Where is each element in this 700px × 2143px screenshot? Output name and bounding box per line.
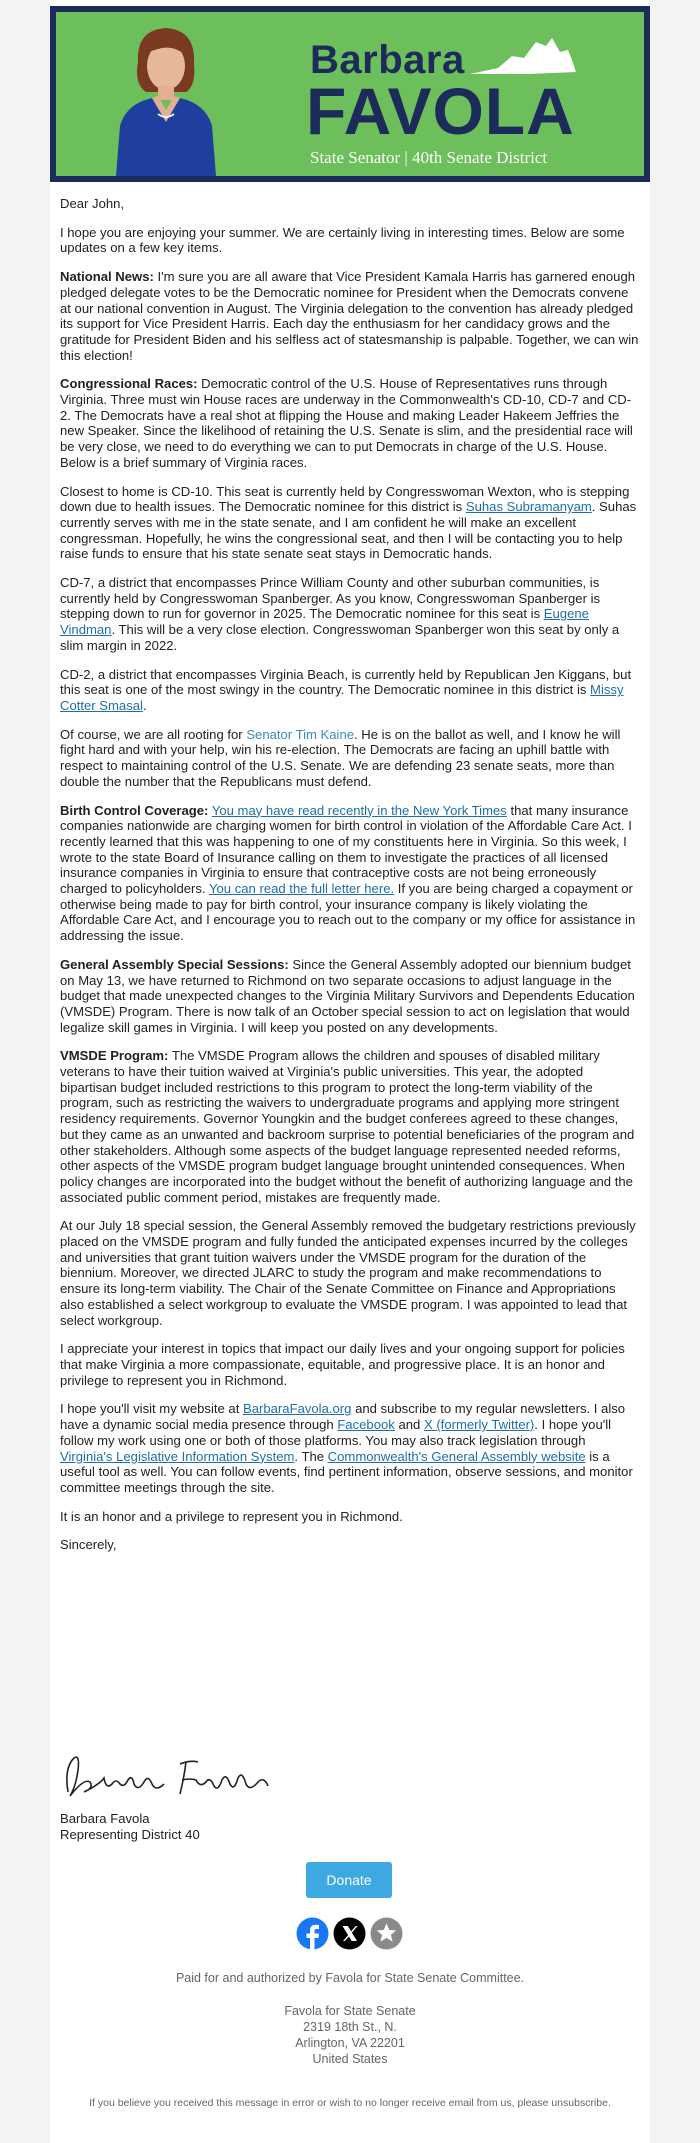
cd10-paragraph <box>60 484 640 563</box>
special-sessions-text: Since the General Assembly adopted our biennium budget on May 13, we have returned to Richmond on two separate occasions to adjust language in the budget that made unexpected changes to the Virginia Military Survivors and Dependents Education (VMSDE) Program. There is now talk of an October special session to act on legislation that would legalize skill games in Virginia. I will keep you posted on any developments. <box>60 956 635 1035</box>
full-letter-link[interactable]: You can read the full letter here. <box>208 881 395 897</box>
cd10-text-before: Closest to home is CD-10. This seat is currently held by Congresswoman Wexton, who is stepping down due to health issues. The Democratic nominee for this district is <box>60 483 630 515</box>
congressional-races-paragraph <box>60 376 640 470</box>
header-banner <box>50 6 650 182</box>
cd10-text-after: . Suhas currently serves with me in the state senate, and I am confident he will make an excellent congressman. Hopefully, he wins the congressional seat, and then I will be contacting you to help raise funds to ensure that his state senate seat stays in Democratic hands. <box>60 499 637 562</box>
cd7-text-after: . This will be a very close election. Congresswoman Spanberger won this seat by only a slim margin in 2022. <box>60 622 620 653</box>
website-text-5: . The <box>294 1448 328 1464</box>
special-sessions-paragraph <box>60 957 640 1036</box>
mailing-address <box>50 2003 650 2067</box>
kaine-paragraph <box>60 727 640 790</box>
birth-control-text-after: If you are being charged a copayment or otherwise being made to pay for birth control, your insurance company is likely violating the Affordable Care Act, and I encourage you to reach out to the company or my office for assistance in addressing the issue. <box>60 881 636 944</box>
candidate-portrait <box>96 22 236 176</box>
july-session-paragraph: At our July 18 special session, the General Assembly removed the budgetary restrictions previously placed on the VMSDE program and fully funded the anticipated expenses incurred by the colleges and universities that grant tuition waivers under the VMSDE program for the duration of the biennium. Moreover, we directed JLARC to study the program and make recommendations to ensure its long-term viability. The Chair of the Senate Committee on Finance and Appropriations also established a select workgroup to evaluate the VMSDE program. I was appointed to lead that select workgroup. <box>60 1218 636 1328</box>
x-icon[interactable] <box>333 1917 366 1950</box>
header-first-name: Barbara <box>310 38 465 82</box>
header-last-name: FAVOLA <box>306 74 575 148</box>
barbarafavola-website-link[interactable]: BarbaraFavola.org <box>242 1401 352 1417</box>
vmsde-heading: VMSDE Program: <box>60 1048 169 1064</box>
vmsde-paragraph <box>60 1048 640 1205</box>
signer-title: Representing District 40 <box>60 1827 200 1842</box>
special-sessions-heading: General Assembly Special Sessions: <box>60 956 289 972</box>
handwritten-signature <box>60 1748 280 1806</box>
star-icon[interactable] <box>370 1917 403 1950</box>
birth-control-heading: Birth Control Coverage: <box>60 802 209 818</box>
honor-line: It is an honor and a privilege to represent you in Richmond. <box>60 1508 403 1524</box>
suhas-subramanyam-link[interactable]: Suhas Subramanyam <box>465 499 592 515</box>
kaine-text-after: . He is on the ballot as well, and I know he will fight hard and with your help, win his re-election. The Democrats are facing an uphill battle with respect to maintaining control of the U.S. Senate. We are defending 23 senate seats, more than double the number that the Republicans must defend. <box>60 726 621 789</box>
address-line: Arlington, VA 22201 <box>295 2036 405 2050</box>
missy-cotter-smasal-link[interactable]: Missy Cotter Smasal <box>60 682 624 713</box>
email-body <box>50 0 650 2143</box>
signer-block <box>60 1811 200 1843</box>
signer-name: Barbara Favola <box>60 1811 150 1826</box>
website-text-6: is a useful tool as well. You can follow events, find pertinent information, observe sessions, and monitor committee meetings through the site. <box>60 1448 633 1495</box>
address-line: Favola for State Senate <box>284 2004 416 2018</box>
website-text-3: and <box>394 1417 424 1433</box>
website-text-2: and subscribe to my regular newsletters. I also have a dynamic social media presence through <box>60 1401 626 1433</box>
donate-button[interactable]: Donate <box>306 1862 392 1898</box>
national-news-text: I'm sure you are all aware that Vice President Kamala Harris has garnered enough pledged delegate votes to be the Democratic nominee for President when the Democrats convene at our national convention in August. The Virginia delegation to the convention has already pledged its support for Vice President Harris. Each day the enthusiasm for her candidacy grows and the gratitude for President Biden and his selfless act of statesmanship is palpable. Together, we can win this election! <box>60 269 639 363</box>
intro-paragraph: I hope you are enjoying your summer. We are certainly living in interesting times. Below are some updates on a few key items. <box>60 224 625 256</box>
vmsde-text: The VMSDE Program allows the children and spouses of disabled military veterans to have their tuition waived at Virginia's public universities. This year, the adopted bipartisan budget included restrictions to this program to protect the long-term viability of the program, such as restricting the waivers to undergraduate programs and applying more stringent residency requirements. Governor Youngkin and the budget conferees agreed to these changes, but they came as an unwanted and backroom surprise to potential beneficiaries of the program and other stakeholders. Although some aspects of the budget language represented needed reforms, other aspects of the VMSDE program budget language brought unintended consequences. When policy changes are incorporated into the budget without the benefit of authorizing language and the associated public comment period, mistakes are frequently made. <box>60 1048 635 1205</box>
cd7-paragraph <box>60 575 640 654</box>
tim-kaine-link[interactable]: Senator Tim Kaine <box>246 726 355 742</box>
nyt-article-link[interactable]: You may have read recently in the New York Times <box>211 802 507 818</box>
website-paragraph <box>60 1401 640 1495</box>
facebook-icon[interactable] <box>296 1917 329 1950</box>
x-twitter-link[interactable]: X (formerly Twitter) <box>423 1417 535 1433</box>
virginia-state-icon <box>468 38 578 78</box>
national-news-heading: National News: <box>60 269 154 285</box>
facebook-link[interactable]: Facebook <box>337 1417 395 1433</box>
address-line: United States <box>312 2052 388 2066</box>
letter-content <box>60 196 640 1566</box>
congressional-races-text: Democratic control of the U.S. House of Representatives runs through Virginia. Three must win House races are underway in the Commonwealth's CD-10, CD-7 and CD-2. The Democrats have a real shot at flipping the House and making Leader Hakeem Jeffries the new Speaker. Since the likelihood of retaining the U.S. Senate is slim, and the presidential race will be very close, we need to do everything we can to put Democrats in charge of the U.S. House. Below is a brief summary of Virginia races. <box>60 376 633 470</box>
social-links <box>296 1917 406 1951</box>
birth-control-text-middle: that many insurance companies nationwide are charging women for birth control in violation of the Affordable Care Act. I recently learned that this was happening to one of my constituents here in Virginia. So this week, I wrote to the state Board of Insurance calling on them to investigate the practices of all licensed insurance companies in Virginia to ensure that contraceptive costs are not being erroneously charged to policyholders. <box>60 802 632 897</box>
national-news-paragraph <box>60 269 640 363</box>
paid-for-disclaimer: Paid for and authorized by Favola for State Senate Committee. <box>175 1971 525 1985</box>
header-banner-inner <box>56 12 644 176</box>
unsubscribe-notice[interactable]: If you believe you received this message in error or wish to no longer receive email from us, please unsubscribe. <box>89 2097 611 2109</box>
sincerely-line: Sincerely, <box>60 1537 117 1553</box>
cd7-text-before: CD-7, a district that encompasses Prince William County and other suburban communities, is currently held by Congresswoman Spanberger. As you know, Congresswoman Spanberger is stepping down to run for governor in 2025. The Democratic nominee for this seat is <box>60 575 601 622</box>
address-line: 2319 18th St., N. <box>303 2020 397 2034</box>
birth-control-paragraph <box>60 803 640 944</box>
website-text-1: I hope you'll visit my website at <box>60 1401 243 1417</box>
cd2-text-before: CD-2, a district that encompasses Virginia Beach, is currently held by Republican Jen Kiggans, but this seat is one of the most swingy in the country. The Democratic nominee in this district is <box>60 666 632 698</box>
website-text-4: . I hope you'll follow my work using one or both of those platforms. You may also track legislation through <box>60 1417 612 1448</box>
kaine-text-before: Of course, we are all rooting for <box>60 726 247 742</box>
congressional-races-heading: Congressional Races: <box>60 376 198 392</box>
cd2-paragraph <box>60 667 640 714</box>
header-tagline: State Senator | 40th Senate District <box>310 148 548 167</box>
appreciation-paragraph: I appreciate your interest in topics that impact our daily lives and your ongoing support for policies that make Virginia a more compassionate, equitable, and progressive place. It is an honor and privilege to represent you in Richmond. <box>60 1341 625 1388</box>
cd2-text-after: . <box>142 697 147 713</box>
eugene-vindman-link[interactable]: Eugene Vindman <box>60 606 589 638</box>
legislative-information-system-link[interactable]: Virginia's Legislative Information System <box>60 1448 295 1464</box>
general-assembly-website-link[interactable]: Commonwealth's General Assembly website <box>327 1448 586 1464</box>
greeting: Dear John, <box>60 196 125 211</box>
